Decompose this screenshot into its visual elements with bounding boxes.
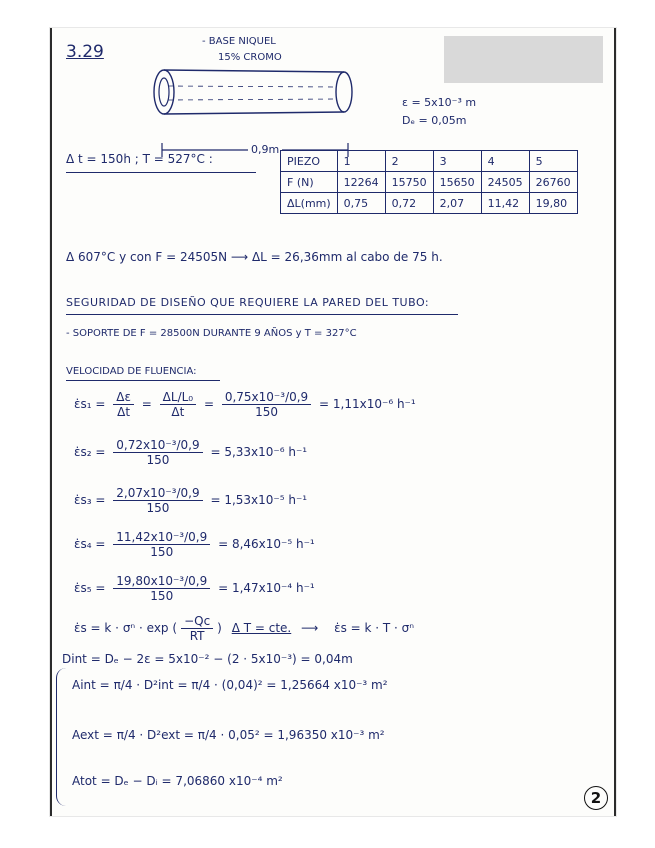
table-header-row [281,151,578,172]
fraction [160,390,196,419]
notebook-page [50,28,616,816]
numerator: 19,80x10⁻³/0,9 [113,574,210,589]
law-rhs: ε̇s = k · T · σⁿ [334,621,415,635]
total-area: Atot = Dₑ − Dᵢ = 7,06860 x10⁻⁴ m² [72,774,283,788]
eq-result: = 1,11x10⁻⁶ h⁻¹ [319,397,416,411]
area-result: = 1,25664 x10⁻³ m² [266,678,388,692]
strain-rate-eq-5 [74,574,315,603]
numerator: Δε [113,390,134,405]
numerator: 0,75x10⁻³/0,9 [222,390,311,405]
area-substitution: π/4 · 0,05² [197,728,260,742]
fraction [113,486,202,515]
table-header-cell: PIEZO [281,151,338,172]
eq-lhs: ε̇s₅ = [74,581,106,595]
denominator: 150 [146,453,170,467]
velocity-title: VELOCIDAD DE FLUENCIA: [66,366,197,377]
area-lhs: Aext = [72,728,113,742]
denominator: Δt [117,405,131,419]
area-substitution: π/4 · (0,04)² [191,678,263,692]
thickness-value: ε = 5x10⁻³ m [402,96,477,109]
table-header-cell: 2 [385,151,433,172]
table-cell: 12264 [337,172,385,193]
problem-number: 3.29 [66,42,104,62]
denominator: Δt [171,405,185,419]
denominator: 150 [146,501,170,515]
table-header-cell: 3 [433,151,481,172]
conditions-underline [66,172,256,173]
area-result: = 1,96350 x10⁻³ m² [263,728,385,742]
table-cell: 24505 [481,172,529,193]
table-cell: 11,42 [481,193,529,214]
fraction [181,614,213,643]
velocity-title-underline [66,380,220,381]
eq-result: = 1,53x10⁻⁵ h⁻¹ [210,493,308,507]
eq-lhs: ε̇s₁ = [74,397,106,411]
law-condition: Δ T = cte. [231,621,292,635]
numerator: ΔL/L₀ [160,390,196,405]
fraction [113,574,210,603]
area-lhs: Aint = [72,678,110,692]
denominator: RT [189,629,205,643]
tube-length-label: 0,9m [248,143,282,156]
numerator: −Qc [181,614,213,629]
table-cell: 19,80 [529,193,577,214]
page-number: 2 [584,786,608,810]
table-cell: 0,75 [337,193,385,214]
test-conditions: Δ t = 150h ; T = 527°C : [66,152,213,166]
area-brace [56,668,67,806]
table-cell: 0,72 [385,193,433,214]
numerator: 0,72x10⁻³/0,9 [113,438,202,453]
eq-lhs: ε̇s₃ = [74,493,106,507]
section-title-underline [66,314,458,315]
eq-lhs: ε̇s₂ = [74,445,106,459]
denominator: 150 [150,589,174,603]
area-formula: π/4 · D²ext [116,728,181,742]
table-row [281,172,578,193]
fraction [113,390,134,419]
table-cell: 26760 [529,172,577,193]
tube-material-note: - BASE NIQUEL [202,36,276,47]
creep-law: ε̇s = k · σⁿ · exp ( $\frac{-Qc}{RT}$ ) Δ T = cte. ⟶ ε̇s = k · T · σⁿ [74,614,415,643]
fraction [113,530,210,559]
strain-rate-eq-3 [74,486,307,515]
external-area: Aext = π/4 · D²ext = π/4 · 0,05² = 1,96350 x10⁻³ m² [72,728,385,742]
section-title: SEGURIDAD DE DISEÑO QUE REQUIERE LA PARED DEL TUBO: [66,296,430,309]
table-cell: F (N) [281,172,338,193]
strain-rate-eq-1: ε̇s₁ = $\frac{\Delta\varepsilon}{\Delta t}$ = $\frac{\text{ΔL/L₀}}{\Delta t}$ = $\frac{\text{0,75x10⁻³/0,9}}{150}$ = 1,11x10⁻⁶ h⁻¹ [74,390,416,419]
law-lhs: ε̇s = k · σⁿ · exp [74,621,169,635]
table-header-cell: 5 [529,151,577,172]
tube-material-note-2: 15% CROMO [218,52,282,63]
fraction [222,390,311,419]
table-cell: 15650 [433,172,481,193]
eq-result: = 8,46x10⁻⁵ h⁻¹ [218,537,315,551]
denominator: 150 [150,545,174,559]
table-header-cell: 4 [481,151,529,172]
table-cell: ΔL(mm) [281,193,338,214]
creep-data-table [280,150,578,214]
strain-rate-eq-4 [74,530,315,559]
table-cell: 15750 [385,172,433,193]
internal-area: Aint = π/4 · D²int = π/4 · (0,04)² = 1,25664 x10⁻³ m² [72,678,388,692]
table-header-cell: 1 [337,151,385,172]
fraction [113,438,202,467]
redacted-box [444,36,603,83]
table-row [281,193,578,214]
numerator: 2,07x10⁻³/0,9 [113,486,202,501]
table-cell: 2,07 [433,193,481,214]
diameter-value: Dₑ = 0,05m [402,114,467,127]
eq-result: = 1,47x10⁻⁴ h⁻¹ [218,581,315,595]
result-line: Δ 607°C y con F = 24505N ⟶ ΔL = 26,36mm al cabo de 75 h. [66,250,443,264]
eq-lhs: ε̇s₄ = [74,537,106,551]
support-line: - SOPORTE DE F = 28500N DURANTE 9 AÑOS y T = 327°C [66,328,357,339]
denominator: 150 [255,405,278,419]
strain-rate-eq-2 [74,438,307,467]
internal-diameter: Dint = Dₑ − 2ε = 5x10⁻² − (2 · 5x10⁻³) = 0,04m [62,652,353,666]
area-formula: π/4 · D²int [113,678,174,692]
numerator: 11,42x10⁻³/0,9 [113,530,210,545]
eq-result: = 5,33x10⁻⁶ h⁻¹ [210,445,308,459]
